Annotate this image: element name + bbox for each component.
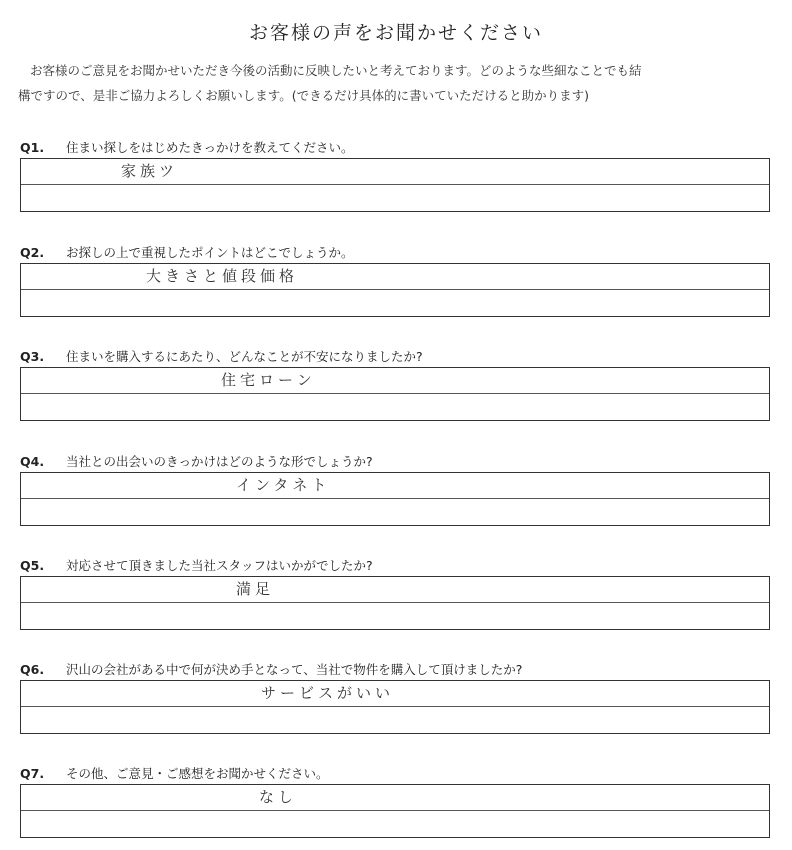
question-5-number: Q5. <box>20 558 45 573</box>
question-2-number: Q2. <box>20 245 45 260</box>
answer-box-1-divider <box>21 184 769 185</box>
intro-line-2: 構ですので、是非ご協力よろしくお願いします。(できるだけ具体的に書いていただけると助かります) <box>18 88 590 103</box>
question-4 <box>20 452 770 526</box>
question-6-text: 沢山の会社がある中で何が決め手となって、当社で物件を購入して頂けましたか? <box>66 662 523 677</box>
answer-5: 満足 <box>236 580 275 598</box>
answer-box-7-divider <box>21 810 769 811</box>
answer-box-4[interactable] <box>20 472 770 526</box>
question-3-number: Q3. <box>20 349 45 364</box>
question-2-text: お探しの上で重視したポイントはどこでしょうか。 <box>66 245 354 260</box>
question-2 <box>20 243 770 317</box>
question-7-text: その他、ご意見・ご感想をお聞かせください。 <box>66 766 329 781</box>
answer-box-3[interactable] <box>20 367 770 421</box>
answer-box-6-divider <box>21 706 769 707</box>
answer-6: サービスがいい <box>261 684 395 702</box>
answer-box-1[interactable] <box>20 158 770 212</box>
answer-box-3-divider <box>21 393 769 394</box>
answer-box-2-divider <box>21 289 769 290</box>
question-3 <box>20 347 770 421</box>
question-7 <box>20 764 770 838</box>
question-3-text: 住まいを購入するにあたり、どんなことが不安になりましたか? <box>66 349 423 364</box>
answer-box-5-divider <box>21 602 769 603</box>
intro-text <box>18 58 778 108</box>
answer-box-7[interactable] <box>20 784 770 838</box>
question-6 <box>20 660 770 734</box>
intro-line-1: お客様のご意見をお聞かせいただき今後の活動に反映したいと考えております。どのような些細なことでも結 <box>30 63 642 78</box>
question-1-number: Q1. <box>20 140 45 155</box>
answer-box-6[interactable] <box>20 680 770 734</box>
answer-box-2[interactable] <box>20 263 770 317</box>
answer-4: インタネト <box>236 476 331 494</box>
answer-box-5[interactable] <box>20 576 770 630</box>
question-4-text: 当社との出会いのきっかけはどのような形でしょうか? <box>66 454 373 469</box>
question-5-text: 対応させて頂きました当社スタッフはいかがでしたか? <box>66 558 373 573</box>
question-1-text: 住まい探しをはじめたきっかけを教えてください。 <box>66 140 354 155</box>
question-7-number: Q7. <box>20 766 45 781</box>
answer-1: 家族ツ <box>121 162 179 180</box>
answer-2: 大きさと値段価格 <box>146 267 299 285</box>
answer-box-4-divider <box>21 498 769 499</box>
answer-7: なし <box>259 788 298 806</box>
question-1 <box>20 138 770 212</box>
question-5 <box>20 556 770 630</box>
question-6-number: Q6. <box>20 662 45 677</box>
page-title: お客様の声をお聞かせください <box>248 22 543 44</box>
question-4-number: Q4. <box>20 454 45 469</box>
answer-3: 住宅ローン <box>221 371 316 389</box>
